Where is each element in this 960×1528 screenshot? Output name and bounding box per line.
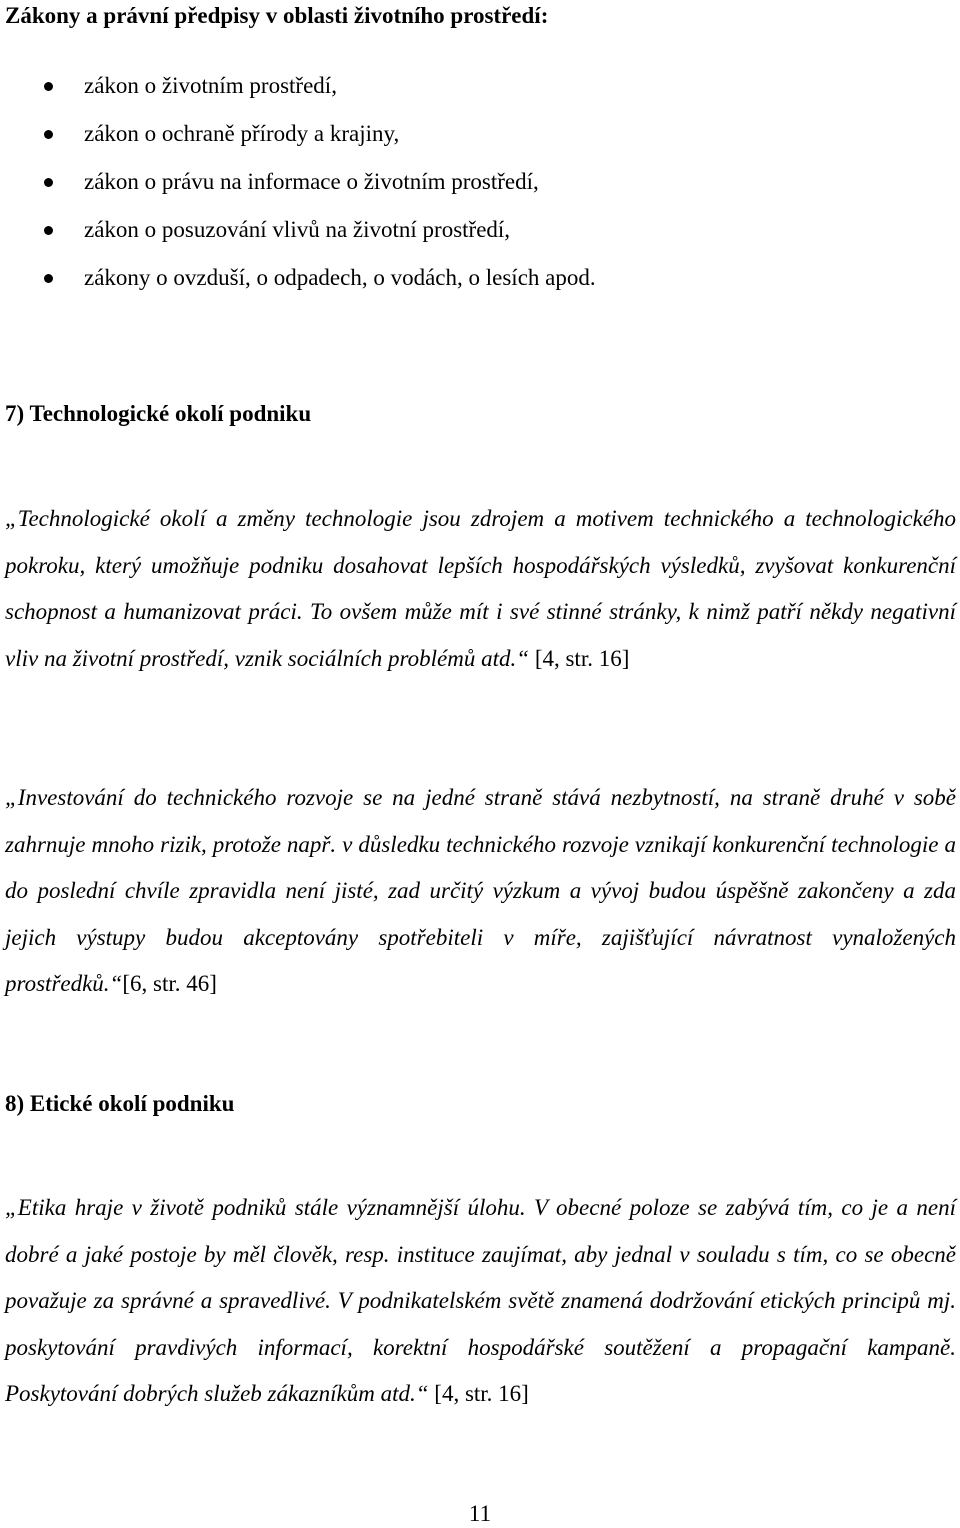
technology-section-heading: 7) Technologické okolí podniku <box>5 401 312 426</box>
bullet-icon <box>44 82 53 91</box>
ethics-section-heading: 8) Etické okolí podniku <box>5 1091 235 1116</box>
list-item-text: zákon o životním prostředí, <box>84 73 337 98</box>
bullet-icon <box>44 130 53 139</box>
list-item <box>0 211 960 259</box>
list-item <box>0 259 960 307</box>
list-item <box>0 67 960 115</box>
citation: [4, str. 16] <box>529 645 630 671</box>
list-item-text: zákon o ochraně přírody a krajiny, <box>84 121 400 146</box>
quote-text: „Technologické okolí a změny technologie jsou zdrojem a motivem technického a technologického pokroku, který umožňuje podniku dosahovat lepších hospodářských výsledků, zvyšovat konkurenční schopnost a humanizovat práci. To ovšem může mít i své stinné stránky, k nimž patří někdy negativní vliv na životní prostředí, vznik sociálních problémů atd.“ <box>5 506 956 671</box>
ethics-quote-paragraph <box>5 1185 956 1418</box>
technology-quote-paragraph-1 <box>5 496 956 682</box>
list-item-text: zákon o právu na informace o životním prostředí, <box>84 169 539 194</box>
bullet-icon <box>44 226 53 235</box>
bullet-icon <box>44 178 53 187</box>
citation: [4, str. 16] <box>428 1381 529 1406</box>
quote-text: „Etika hraje v životě podniků stále významnější úlohu. V obecné poloze se zabývá tím, co je a není dobré a jaké postoje by měl člověk, resp. instituce zaujímat, aby jednal v souladu s tím, co se obecně považuje za správné a spravedlivé. V podnikatelském světě znamená dodržování etických principů mj. poskytování pravdivých informací, korektní hospodářské soutěžení a propagační kampaně. Poskytování dobrých služeb zákazníkům atd.“ <box>5 1195 956 1406</box>
quote-text: „Investování do technického rozvoje se na jedné straně stává nezbytností, na straně druhé v sobě zahrnuje mnoho rizik, protože např. v důsledku technického rozvoje vznikají konkurenční technologie a do poslední chvíle zpravidla není jisté, zad určitý výzkum a vývoj budou úspěšně zakončeny a zda jejich výstupy budou akceptovány spotřebiteli v míře, zajišťující návratnost vynaložených prostředků.“ <box>5 785 956 996</box>
laws-bullet-list <box>0 67 960 307</box>
bullet-icon <box>44 274 53 283</box>
page-number: 11 <box>468 1501 492 1526</box>
list-item <box>0 163 960 211</box>
list-item <box>0 115 960 163</box>
citation: [6, str. 46] <box>122 971 217 996</box>
laws-section-heading: Zákony a právní předpisy v oblasti životního prostředí: <box>5 3 549 28</box>
list-item-text: zákon o posuzování vlivů na životní prostředí, <box>84 217 511 242</box>
list-item-text: zákony o ovzduší, o odpadech, o vodách, o lesích apod. <box>84 265 596 290</box>
technology-quote-paragraph-2 <box>5 775 956 1008</box>
